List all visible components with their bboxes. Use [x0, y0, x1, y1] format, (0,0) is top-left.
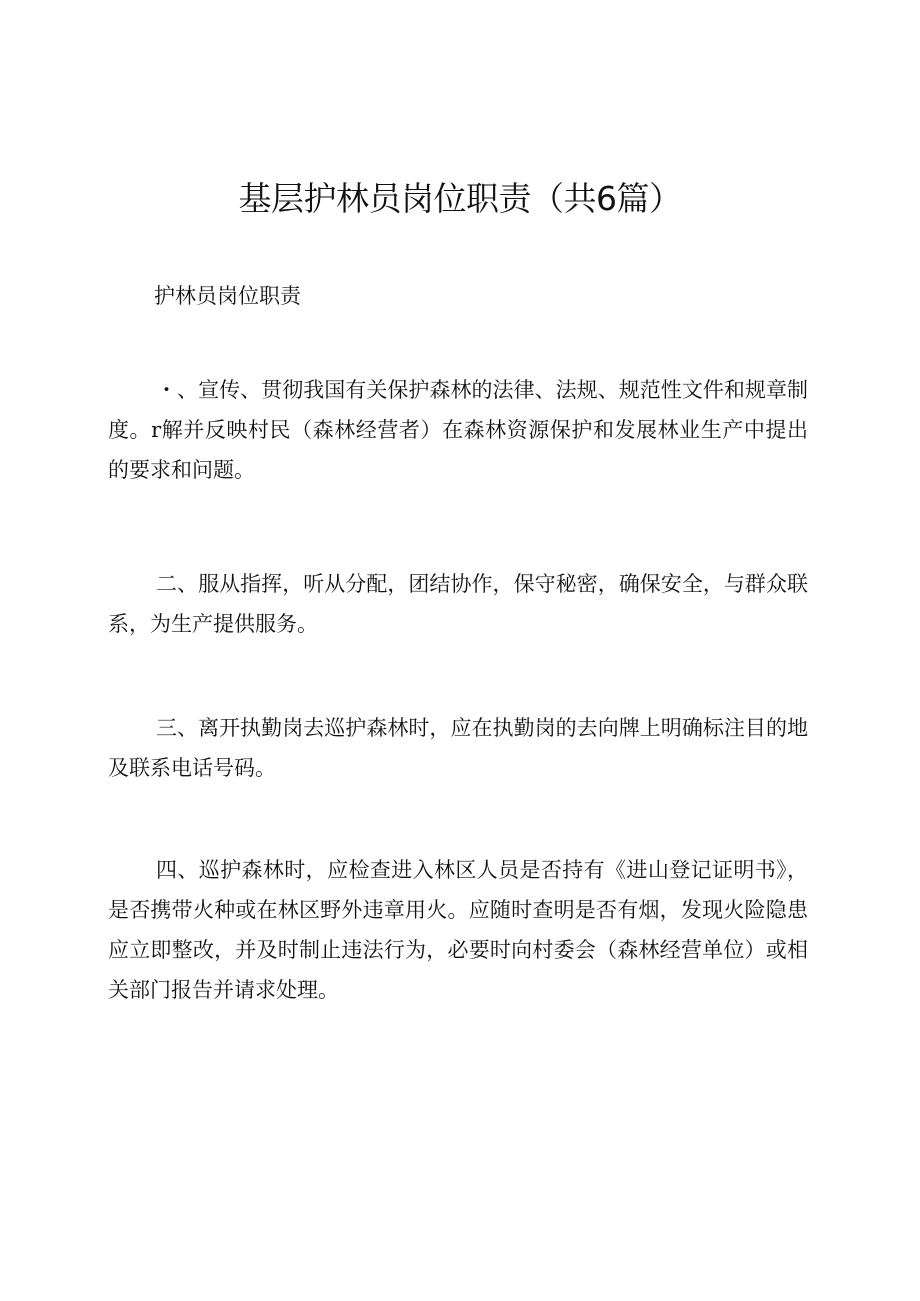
- paragraph-3: 三、离开执勤岗去巡护森林时，应在执勤岗的去向牌上明确标注目的地及联系电话号码。: [108, 716, 808, 780]
- section-heading: 护林员岗位职责: [154, 284, 301, 308]
- paragraph-4: 四、巡护森林时，应检查进入林区人员是否持有《进山登记证明书》，是否携带火种或在林区野外违章用火。应随时查明是否有烟，发现火险隐患应立即整改，并及时制止违法行为，必要时向村委会（森林经营单位）或相关部门报告并请求处理。: [108, 858, 808, 1002]
- paragraph-1: ・、宣传、贯彻我国有关保护森林的法律、法规、规范性文件和规章制度。r解并反映村民（森林经营者）在森林资源保护和发展林业生产中提出的要求和问题。: [108, 378, 808, 482]
- document-title: 基层护林员岗位职责（共6篇）: [238, 179, 682, 218]
- paragraph-2: 二、服从指挥，听从分配，团结协作，保守秘密，确保安全，与群众联系，为生产提供服务。: [108, 572, 808, 636]
